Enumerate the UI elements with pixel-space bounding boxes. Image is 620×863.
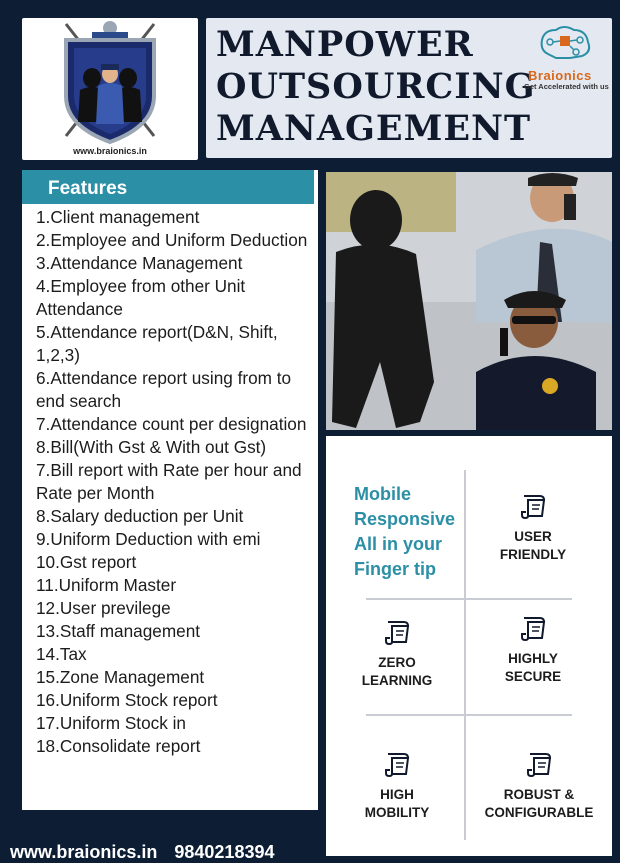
scroll-icon: [520, 614, 546, 642]
benefits-panel: [326, 436, 612, 856]
shield-emblem-icon: [22, 18, 198, 160]
feature-item: 14.Tax: [36, 644, 87, 664]
grid-divider-vertical: [464, 470, 466, 840]
mobile-responsive-text: Mobile Responsive All in your Finger tip: [354, 484, 456, 579]
feature-item: 8.Salary deduction per Unit: [36, 506, 244, 526]
company-logo: [22, 18, 198, 160]
benefit-label: ZERO LEARNING: [361, 655, 433, 688]
feature-item: 16.Uniform Stock report: [36, 690, 218, 710]
title-line-1: MANPOWER: [216, 24, 474, 65]
feature-item: 5.Attendance report(D&N, Shift, 1,2,3): [36, 322, 278, 365]
benefit-label: HIGH MOBILITY: [364, 787, 430, 820]
footer-contact: [10, 842, 620, 863]
feature-item: 6.Attendance report using from to end search: [36, 368, 292, 411]
brain-circuit-icon: [536, 24, 596, 64]
title-banner: [206, 18, 612, 158]
benefit-user-friendly: [468, 492, 598, 564]
benefit-label: USER FRIENDLY: [499, 529, 567, 562]
feature-item: 15.Zone Management: [36, 667, 205, 687]
benefit-robust-configurable: [474, 750, 604, 822]
feature-item: 3.Attendance Management: [36, 253, 243, 273]
features-list: [22, 204, 318, 758]
brand-name: Braionics: [528, 68, 592, 83]
features-header: Features: [22, 170, 318, 204]
feature-item: 12.User previlege: [36, 598, 171, 618]
feature-item: 11.Uniform Master: [36, 575, 177, 595]
feature-item: 10.Gst report: [36, 552, 137, 572]
benefit-label: HIGHLY SECURE: [504, 651, 562, 684]
footer-phone: 9840218394: [174, 842, 275, 862]
feature-item: 17.Uniform Stock in: [36, 713, 186, 733]
security-guards-illustration: [326, 172, 612, 430]
title-line-2: OUTSOURCING: [216, 66, 536, 107]
feature-item: 7.Bill report with Rate per hour and Rate per Month: [36, 460, 302, 503]
scroll-icon: [526, 750, 552, 778]
feature-item: 2.Employee and Uniform Deduction: [36, 230, 308, 250]
scroll-icon: [384, 618, 410, 646]
benefit-zero-learning: [332, 618, 462, 690]
scroll-icon: [384, 750, 410, 778]
feature-item: 7.Attendance count per designation: [36, 414, 307, 434]
grid-divider-horizontal: [366, 598, 572, 600]
feature-item: 13.Staff management: [36, 621, 201, 641]
feature-item: 9.Uniform Deduction with emi: [36, 529, 261, 549]
benefit-highly-secure: [468, 614, 598, 686]
scroll-icon: [520, 492, 546, 520]
features-panel: [22, 170, 318, 810]
logo-url-text: www.braionics.in: [73, 146, 147, 156]
grid-divider-horizontal: [366, 714, 572, 716]
benefit-high-mobility: [332, 750, 462, 822]
footer-website: www.braionics.in: [10, 842, 158, 862]
brand-tagline: Get Accelerated with us: [524, 82, 609, 91]
feature-item: 1.Client management: [36, 207, 200, 227]
feature-item: 4.Employee from other Unit Attendance: [36, 276, 246, 319]
title-line-3: MANAGEMENT: [216, 108, 532, 149]
feature-item: 8.Bill(With Gst & With out Gst): [36, 437, 267, 457]
benefit-label: ROBUST & CONFIGURABLE: [484, 787, 594, 820]
feature-item: 18.Consolidate report: [36, 736, 201, 756]
security-guards-photo: [326, 172, 612, 430]
